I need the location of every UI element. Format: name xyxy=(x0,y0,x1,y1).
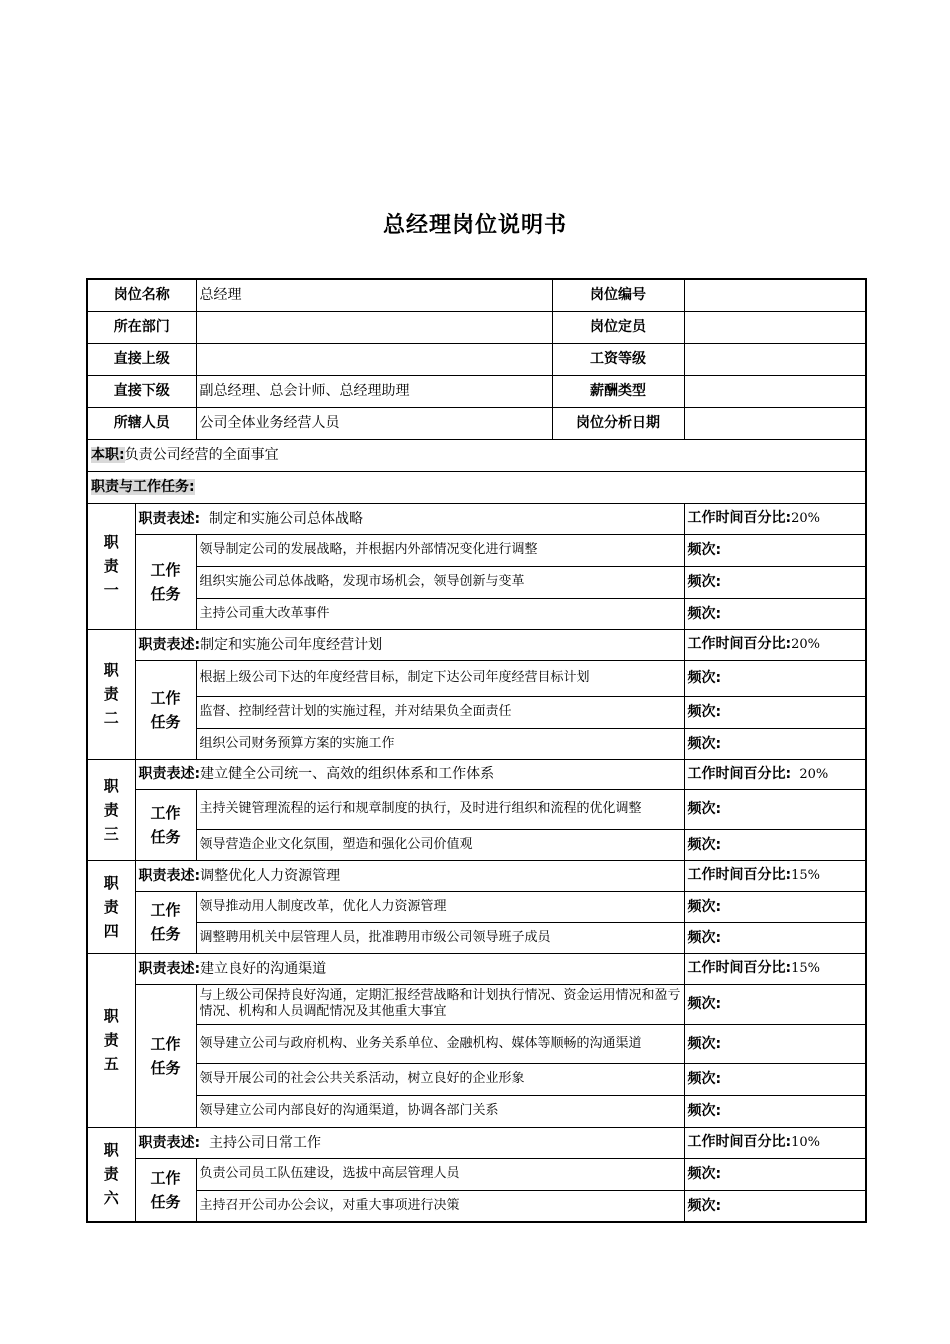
task-label xyxy=(135,984,196,1127)
duty-name-char: 责 xyxy=(103,897,119,916)
pay-type-value xyxy=(684,375,866,407)
task-label xyxy=(135,1158,196,1222)
task-row xyxy=(87,1063,866,1095)
task-text: 主持召开公司办公会议，对重大事项进行决策 xyxy=(196,1190,684,1222)
task-frequency: 频次: xyxy=(684,566,866,598)
duties-body xyxy=(87,503,866,1222)
task-frequency: 频次: xyxy=(684,1095,866,1127)
task-label-line: 工作 xyxy=(150,1034,181,1053)
duty-statement-label: 职责表述: xyxy=(138,510,201,527)
task-text: 领导建立公司内部良好的沟通渠道，协调各部门关系 xyxy=(196,1095,684,1127)
duty-statement-text: 建立健全公司统一、高效的组织体系和工作体系 xyxy=(200,766,495,782)
duty-name-char: 六 xyxy=(103,1189,119,1208)
duty-statement-label: 职责表述: xyxy=(138,1134,201,1151)
duty-name-char: 责 xyxy=(103,557,119,575)
task-text: 调整聘用机关中层管理人员，批准聘用市级公司领导班子成员 xyxy=(196,922,684,953)
duty-statement xyxy=(135,860,684,891)
subordinate-label: 直接下级 xyxy=(87,375,196,407)
duty-name-char: 职 xyxy=(103,873,119,892)
duty-name-char: 职 xyxy=(103,661,119,679)
time-percent-value: 15% xyxy=(791,868,821,883)
row-superior xyxy=(87,343,866,375)
task-label-line: 任务 xyxy=(150,584,181,603)
task-frequency: 频次: xyxy=(684,696,866,728)
duty-name-char: 三 xyxy=(103,824,119,843)
post-name-value: 总经理 xyxy=(196,279,552,311)
task-text: 领导制定公司的发展战略，并根据内外部情况变化进行调整 xyxy=(196,534,684,566)
duty-name-char: 一 xyxy=(103,581,119,599)
row-staff xyxy=(87,407,866,439)
time-percent-label: 工作时间百分比: xyxy=(687,765,792,782)
duty-statement-row xyxy=(87,503,866,534)
job-description-table xyxy=(86,278,867,1223)
task-row xyxy=(87,598,866,629)
pay-type-label: 薪酬类型 xyxy=(552,375,684,407)
task-frequency: 频次: xyxy=(684,891,866,922)
task-text: 负责公司员工队伍建设，选拔中高层管理人员 xyxy=(196,1158,684,1190)
duty-statement-row xyxy=(87,953,866,984)
task-row xyxy=(87,1190,866,1222)
duty-name xyxy=(87,759,135,860)
task-text: 组织实施公司总体战略，发现市场机会，领导创新与变革 xyxy=(196,566,684,598)
grade-value xyxy=(684,343,866,375)
task-row xyxy=(87,1095,866,1127)
duty-name xyxy=(87,629,135,759)
page-title: 总经理岗位说明书 xyxy=(382,213,567,238)
duty-statement-text: 主持公司日常工作 xyxy=(200,1134,322,1151)
staff-label: 所辖人员 xyxy=(87,407,196,439)
duty-main-cell xyxy=(87,439,866,471)
task-label-line: 工作 xyxy=(150,560,181,579)
duty-name-char: 四 xyxy=(103,921,119,940)
duty-name xyxy=(87,1127,135,1222)
task-row xyxy=(87,660,866,696)
duty-name xyxy=(87,860,135,953)
task-frequency: 频次: xyxy=(684,1190,866,1222)
task-frequency: 频次: xyxy=(684,829,866,860)
time-percent-label: 工作时间百分比: xyxy=(687,960,792,976)
task-text: 组织公司财务预算方案的实施工作 xyxy=(196,728,684,759)
superior-value xyxy=(196,343,552,375)
task-label-line: 工作 xyxy=(150,688,181,707)
duty-name xyxy=(87,503,135,629)
row-subordinate xyxy=(87,375,866,407)
task-row xyxy=(87,891,866,922)
post-no-label: 岗位编号 xyxy=(552,279,684,311)
task-row xyxy=(87,534,866,566)
task-frequency: 频次: xyxy=(684,1158,866,1190)
duty-name xyxy=(87,953,135,1127)
duty-name-char: 二 xyxy=(103,709,119,727)
duties-header: 职责与工作任务: xyxy=(91,479,195,495)
task-row xyxy=(87,696,866,728)
analysis-date-value xyxy=(684,407,866,439)
task-label-line: 任务 xyxy=(150,712,181,731)
time-percent-value: 20% xyxy=(791,637,821,652)
duty-statement-text: 制定和实施公司总体战略 xyxy=(200,510,364,527)
task-label-line: 工作 xyxy=(150,803,181,822)
duty-name-char: 责 xyxy=(103,1165,119,1184)
duty-name-char: 责 xyxy=(103,1031,119,1049)
row-duty-main xyxy=(87,439,866,471)
task-frequency: 频次: xyxy=(684,922,866,953)
task-text: 主持关键管理流程的运行和规章制度的执行，及时进行组织和流程的优化调整 xyxy=(196,789,684,829)
duty-name-char: 职 xyxy=(103,533,119,551)
duty-time-percent xyxy=(684,1127,866,1158)
duty-statement xyxy=(135,1127,684,1158)
duty-main-text: 负责公司经营的全面事宜 xyxy=(124,447,279,463)
duty-time-percent xyxy=(684,953,866,984)
duty-main-label: 本职: xyxy=(91,447,125,463)
duty-statement-label: 职责表述: xyxy=(138,766,201,782)
duty-name-char: 职 xyxy=(103,1141,119,1160)
task-text: 主持公司重大改革事件 xyxy=(196,598,684,629)
duty-name-char: 五 xyxy=(103,1055,119,1073)
time-percent-label: 工作时间百分比: xyxy=(687,510,792,526)
task-frequency: 频次: xyxy=(684,789,866,829)
duties-header-cell xyxy=(87,471,866,503)
duty-name-char: 职 xyxy=(103,776,119,795)
task-text: 领导营造企业文化氛围，塑造和强化公司价值观 xyxy=(196,829,684,860)
duty-statement xyxy=(135,759,684,789)
task-text: 根据上级公司下达的年度经营目标，制定下达公司年度经营目标计划 xyxy=(196,660,684,696)
dept-value xyxy=(196,311,552,343)
duty-statement-row xyxy=(87,1127,866,1158)
post-no-value xyxy=(684,279,866,311)
task-text: 领导建立公司与政府机构、业务关系单位、金融机构、媒体等顺畅的沟通渠道 xyxy=(196,1024,684,1063)
duty-time-percent xyxy=(684,759,866,789)
duty-time-percent xyxy=(684,629,866,660)
row-dept xyxy=(87,311,866,343)
staff-value: 公司全体业务经营人员 xyxy=(196,407,552,439)
task-text: 与上级公司保持良好沟通，定期汇报经营战略和计划执行情况、资金运用情况和盈亏情况、机构和人员调配情况及其他重大事宜 xyxy=(196,984,684,1024)
task-label-line: 任务 xyxy=(150,827,181,846)
duty-time-percent xyxy=(684,503,866,534)
task-label-line: 任务 xyxy=(150,1192,181,1211)
duty-statement xyxy=(135,953,684,984)
quota-label: 岗位定员 xyxy=(552,311,684,343)
task-label xyxy=(135,789,196,860)
task-row xyxy=(87,984,866,1024)
task-text: 监督、控制经营计划的实施过程，并对结果负全面责任 xyxy=(196,696,684,728)
duty-statement xyxy=(135,503,684,534)
task-row xyxy=(87,566,866,598)
task-frequency: 频次: xyxy=(684,728,866,759)
subordinate-value: 副总经理、总会计师、总经理助理 xyxy=(196,375,552,407)
duty-statement-row xyxy=(87,629,866,660)
time-percent-value: 20% xyxy=(791,766,829,782)
task-row xyxy=(87,1158,866,1190)
task-label xyxy=(135,534,196,629)
duty-statement xyxy=(135,629,684,660)
duty-statement-row xyxy=(87,759,866,789)
task-label-line: 任务 xyxy=(150,1058,181,1077)
post-name-label: 岗位名称 xyxy=(87,279,196,311)
task-row xyxy=(87,728,866,759)
task-text: 领导开展公司的社会公共关系活动，树立良好的企业形象 xyxy=(196,1063,684,1095)
task-row xyxy=(87,829,866,860)
time-percent-label: 工作时间百分比: xyxy=(687,1134,792,1150)
duty-statement-text: 建立良好的沟通渠道 xyxy=(200,960,327,977)
time-percent-value: 10% xyxy=(791,1135,821,1150)
time-percent-value: 15% xyxy=(791,961,821,976)
analysis-date-label: 岗位分析日期 xyxy=(552,407,684,439)
duty-statement-row xyxy=(87,860,866,891)
task-row xyxy=(87,922,866,953)
duty-statement-label: 职责表述: xyxy=(138,960,201,977)
task-frequency: 频次: xyxy=(684,984,866,1024)
superior-label: 直接上级 xyxy=(87,343,196,375)
dept-label: 所在部门 xyxy=(87,311,196,343)
quota-value xyxy=(684,311,866,343)
task-frequency: 频次: xyxy=(684,1063,866,1095)
task-frequency: 频次: xyxy=(684,660,866,696)
grade-label: 工资等级 xyxy=(552,343,684,375)
task-row xyxy=(87,1024,866,1063)
duty-statement-label: 职责表述: xyxy=(138,867,201,884)
task-label-line: 工作 xyxy=(150,1168,181,1187)
row-duties-header xyxy=(87,471,866,503)
task-text: 领导推动用人制度改革，优化人力资源管理 xyxy=(196,891,684,922)
task-frequency: 频次: xyxy=(684,534,866,566)
duty-statement-text: 调整优化人力资源管理 xyxy=(200,867,341,884)
time-percent-label: 工作时间百分比: xyxy=(687,867,792,883)
duty-time-percent xyxy=(684,860,866,891)
task-frequency: 频次: xyxy=(684,1024,866,1063)
task-frequency: 频次: xyxy=(684,598,866,629)
task-label xyxy=(135,891,196,953)
time-percent-label: 工作时间百分比: xyxy=(687,636,792,652)
row-post-name xyxy=(87,279,866,311)
task-label-line: 工作 xyxy=(150,901,181,919)
duty-statement-text: 制定和实施公司年度经营计划 xyxy=(200,636,383,653)
duty-name-char: 责 xyxy=(103,685,119,703)
task-label xyxy=(135,660,196,759)
duty-name-char: 职 xyxy=(103,1007,119,1025)
duty-name-char: 责 xyxy=(103,800,119,819)
task-row xyxy=(87,789,866,829)
task-label-line: 任务 xyxy=(150,925,181,943)
duty-statement-label: 职责表述: xyxy=(138,636,201,653)
time-percent-value: 20% xyxy=(791,511,821,526)
